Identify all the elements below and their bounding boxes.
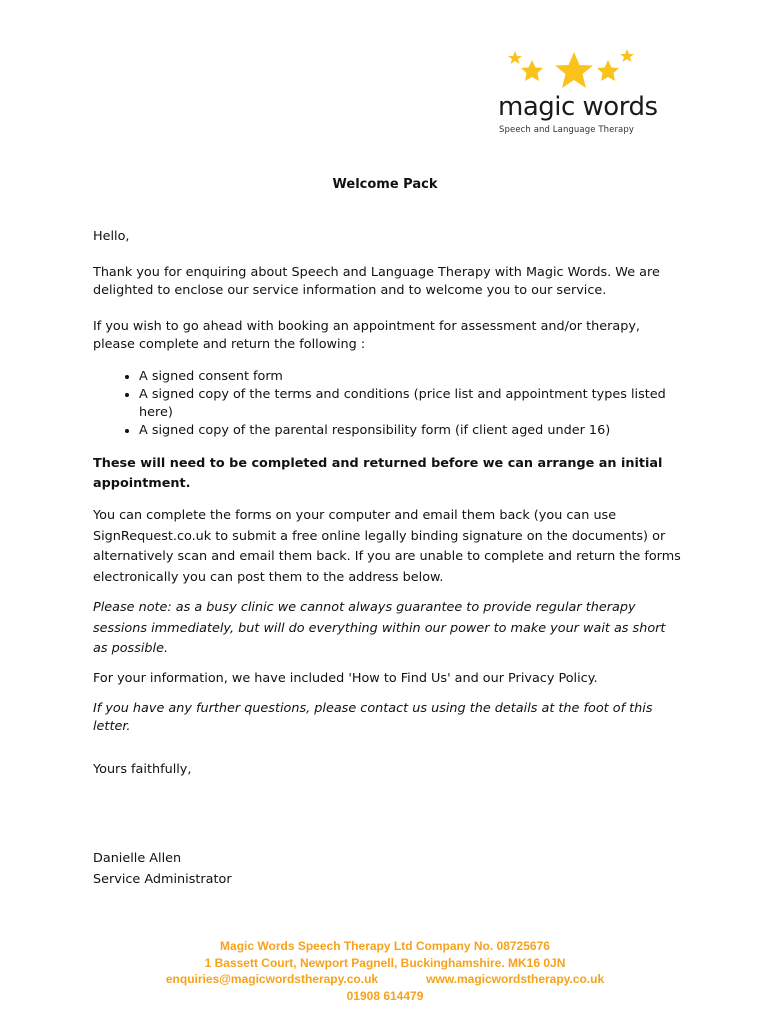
footer-address: 1 Bassett Court, Newport Pagnell, Buckinghamshire. MK16 0JN <box>204 955 566 970</box>
bold-notice: These will need to be completed and returned before we can arrange an initial appointment. <box>93 456 663 491</box>
info-paragraph: For your information, we have included 'How to Find Us' and our Privacy Policy. <box>93 670 598 686</box>
intro-paragraph: Thank you for enquiring about Speech and Language Therapy with Magic Words. We are delighted to enclose our service information and to welcome you to our service. <box>93 265 660 298</box>
logo-name: magic words <box>498 92 658 122</box>
contact-note: If you have any further questions, please contact us using the details at the foot of this letter. <box>93 700 653 734</box>
list-item: • A signed copy of the terms and conditions (price list and appointment types listed here) <box>139 386 683 422</box>
footer-email[interactable]: enquiries@magicwordstherapy.co.uk <box>165 972 379 986</box>
greeting: Hello, <box>93 229 130 244</box>
requirements-list <box>93 368 683 440</box>
letter-footer <box>0 938 770 1004</box>
big-star-icon <box>555 52 593 88</box>
document-title: Welcome Pack <box>332 177 438 192</box>
forms-paragraph: You can complete the forms on your computer and email them back (you can use SignRequest.co.uk to submit a free online legally binding signature on the documents) or alternatively scan and email them back. If you are unable to complete and return the forms electronically you can post them to the address below. <box>93 508 681 585</box>
footer-website[interactable]: www.magicwordstherapy.co.uk <box>426 972 605 986</box>
signature-block <box>93 848 232 890</box>
footer-company: Magic Words Speech Therapy Ltd Company No. 08725676 <box>220 939 550 953</box>
company-logo <box>494 48 658 138</box>
tiny-star-icon <box>620 49 634 62</box>
signatory-role: Service Administrator <box>93 872 232 887</box>
stars-icon <box>494 48 654 96</box>
footer-contacts <box>0 971 770 988</box>
signatory-name: Danielle Allen <box>93 851 182 866</box>
signoff: Yours faithfully, <box>93 762 192 777</box>
list-item: • A signed copy of the parental responsibility form (if client aged under 16) <box>139 422 683 440</box>
right-star-icon <box>597 60 619 81</box>
letter-body <box>93 228 683 762</box>
list-item: • A signed consent form <box>139 368 683 386</box>
footer-phone: 01908 614479 <box>346 988 424 1003</box>
left-star-icon <box>521 60 543 81</box>
waiting-note: Please note: as a busy clinic we cannot always guarantee to provide regular therapy sessions immediately, but will do everything within our power to make your wait as short as possible. <box>93 600 666 656</box>
small-star-icon <box>508 51 522 64</box>
booking-paragraph: If you wish to go ahead with booking an appointment for assessment and/or therapy, please complete and return the following : <box>93 319 641 352</box>
logo-tagline: Speech and Language Therapy <box>499 125 634 135</box>
